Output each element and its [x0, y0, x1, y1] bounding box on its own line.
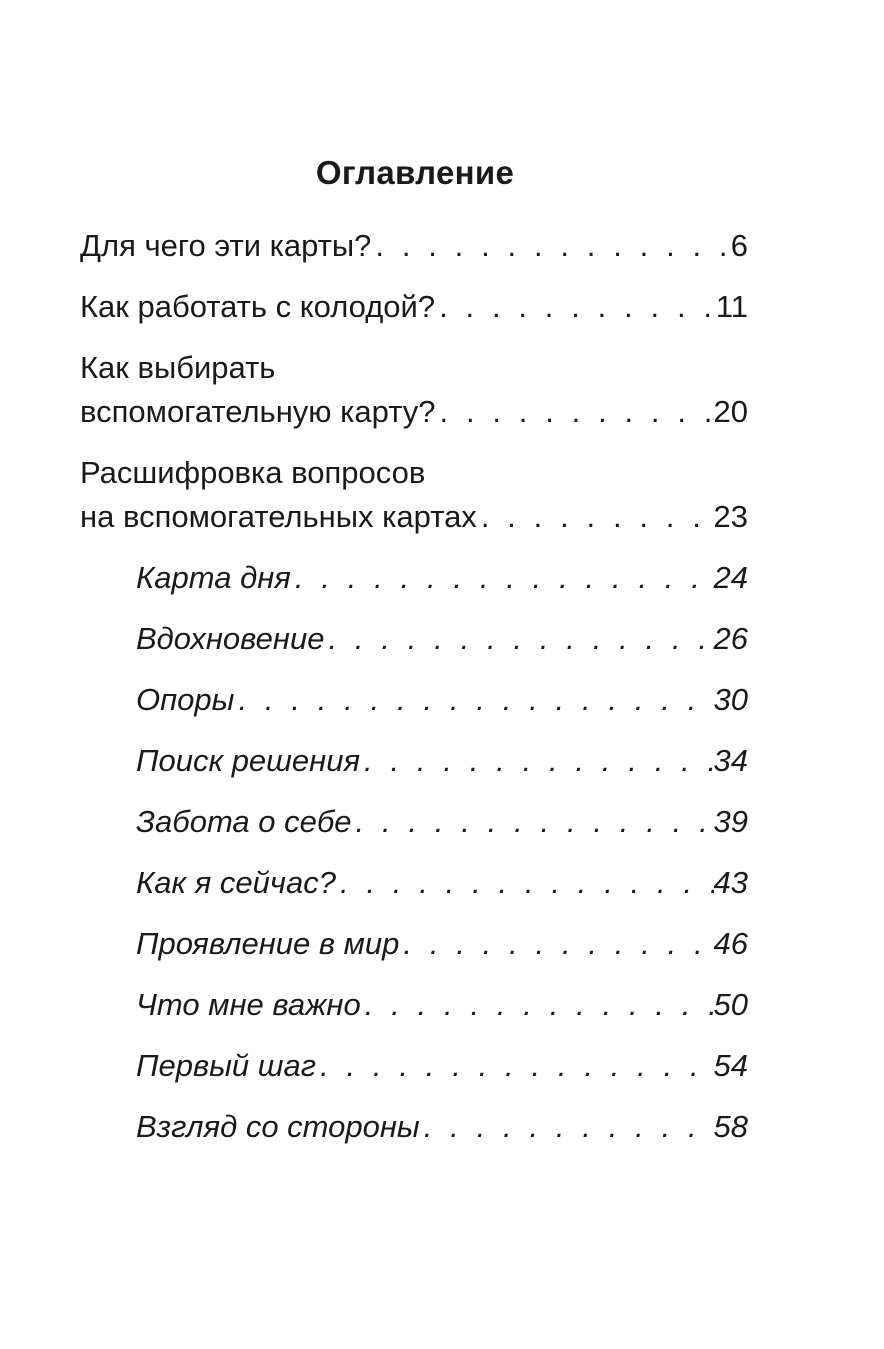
toc-subentry-page: 30: [713, 682, 748, 717]
dot-leader: [336, 861, 714, 905]
dot-leader: [435, 285, 716, 329]
toc-entry-title: на вспомогательных картах: [80, 499, 477, 534]
dot-leader: [291, 556, 714, 600]
toc-subentry-page: 50: [713, 987, 748, 1022]
toc-entry-page: 23: [713, 499, 748, 534]
dot-leader: [360, 739, 714, 783]
toc-subentry[interactable]: [136, 922, 748, 966]
toc-entry-title: Как работать с колодой?: [80, 289, 436, 324]
toc-subentry-title: Вдохновение: [136, 621, 325, 656]
dot-leader: [352, 800, 714, 844]
toc-subentry-title: Взгляд со стороны: [136, 1109, 420, 1144]
dot-leader: [324, 617, 713, 661]
dot-leader: [436, 390, 714, 434]
toc-subentry[interactable]: [136, 983, 748, 1027]
toc-subentry[interactable]: [136, 678, 748, 722]
dot-leader: [316, 1044, 713, 1088]
toc-entry-title-line1: Расшифровка вопросов: [80, 455, 426, 490]
toc-subentry-page: 39: [713, 804, 748, 839]
toc-entry-title: Для чего эти карты?: [80, 228, 372, 263]
toc-subentry-title: Первый шаг: [136, 1048, 317, 1083]
toc-subentry-page: 24: [713, 560, 748, 595]
toc-subentry-title: Что мне важно: [136, 987, 361, 1022]
toc-subentry-title: Поиск решения: [136, 743, 361, 778]
toc-subentry[interactable]: [136, 617, 748, 661]
toc-entry-title: вспомогательную карту?: [80, 394, 436, 429]
toc-subentry[interactable]: [136, 556, 748, 600]
table-of-contents: [80, 224, 748, 1166]
toc-subentry[interactable]: [136, 1044, 748, 1088]
toc-subentry-title: Как я сейчас?: [136, 865, 336, 900]
toc-subentry-page: 43: [713, 865, 748, 900]
dot-leader: [371, 224, 730, 268]
dot-leader: [477, 495, 714, 539]
toc-entry[interactable]: [80, 285, 748, 329]
toc-subentry-title: Проявление в мир: [136, 926, 400, 961]
toc-entry-page: 11: [715, 289, 748, 324]
toc-entry-title-line1: Как выбирать: [80, 350, 276, 385]
toc-subentry-title: Карта дня: [136, 560, 291, 595]
toc-subentry-title: Забота о себе: [136, 804, 352, 839]
toc-entry-page: 20: [713, 394, 748, 429]
toc-subentry-page: 58: [713, 1109, 748, 1144]
toc-subentry[interactable]: [136, 861, 748, 905]
toc-subentry-page: 46: [713, 926, 748, 961]
toc-entry[interactable]: [80, 346, 748, 434]
page-title: Оглавление: [315, 154, 515, 192]
toc-entry[interactable]: [80, 224, 748, 268]
dot-leader: [420, 1105, 714, 1149]
dot-leader: [399, 922, 713, 966]
toc-subentry-page: 34: [713, 743, 748, 778]
toc-subentry[interactable]: [136, 739, 748, 783]
dot-leader: [361, 983, 714, 1027]
toc-subentry-page: 26: [713, 621, 748, 656]
dot-leader: [234, 678, 713, 722]
toc-subentry[interactable]: [136, 800, 748, 844]
toc-subentry-title: Опоры: [136, 682, 235, 717]
toc-subentry[interactable]: [136, 1105, 748, 1149]
toc-subentry-page: 54: [713, 1048, 748, 1083]
toc-entry-page: 6: [730, 228, 748, 263]
toc-entry[interactable]: [80, 451, 748, 539]
